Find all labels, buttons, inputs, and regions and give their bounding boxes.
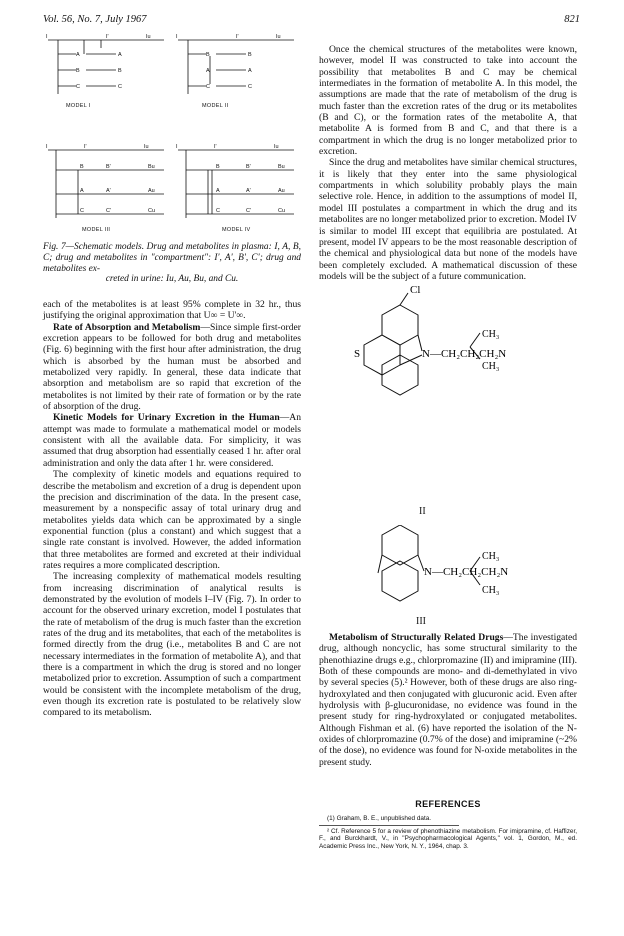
- left-column: [43, 299, 301, 719]
- svg-text:B: B: [206, 52, 210, 58]
- paragraph: [43, 322, 301, 413]
- paragraph: Once the chemical structures of the metabolites were known, however, model II was constructed to take into account the possibility that metabolites B and C may be chemical intermediates in the formation of metabolite A. In this model, the assumptions are made that the rate of metabolism of the drug is much faster than the excretion rates of the drug or its metabolites (B and C), or the formation rates of the metabolite A, that metabolite A is formed from B and C, and that there is a compartment in which the drug is no longer metabolized prior to excretion.: [319, 44, 577, 158]
- references-list: [319, 815, 577, 852]
- struct-text: N—CH₂CH₂CH₂N: [424, 566, 509, 578]
- svg-text:Iu: Iu: [274, 144, 279, 150]
- svg-text:Bu: Bu: [278, 164, 285, 170]
- paragraph: The increasing complexity of mathematical models resulting from increasing discrimination of analytical results is demonstrated by the evolution of models I–IV (Fig. 7). In order to account for the observed urinary excretion, model I postulates that the rate of metabolism of the drug is much faster than the excretion rates of the drug and its metabolites, that each of the metabolites is formed directly from the drug (i.e., metabolites B and C are not necessary intermediates in the formation of metabolite A), and that there is a compartment in which the drug is stored and no longer metabolized prior to excretion. Assumption of such a compartment would be consistent with the incomplete metabolism of the drug, even though its excretion rate is postulated to be relatively slow compared to its metabolism.: [43, 571, 301, 719]
- svg-text:C': C': [106, 208, 112, 214]
- svg-text:Iu: Iu: [146, 34, 151, 40]
- struct-text: CH₃: [482, 329, 500, 340]
- svg-text:A': A': [106, 188, 111, 194]
- svg-text:B: B: [118, 68, 122, 74]
- model-label: MODEL IV: [222, 227, 251, 233]
- svg-text:C: C: [80, 208, 84, 214]
- model-label: MODEL II: [202, 103, 229, 109]
- svg-text:Bu: Bu: [148, 164, 155, 170]
- struct-text: Cl: [410, 285, 421, 296]
- svg-text:B: B: [216, 164, 220, 170]
- svg-text:B: B: [248, 52, 252, 58]
- svg-text:A: A: [206, 68, 210, 74]
- svg-text:I': I': [106, 34, 109, 40]
- svg-text:A': A': [246, 188, 251, 194]
- model-iii-diagram: [46, 140, 166, 225]
- svg-text:Au: Au: [278, 188, 285, 194]
- svg-text:A: A: [248, 68, 252, 74]
- paragraph: each of the metabolites is at least 95% complete in 32 hr., thus justifying the original approximation that U∞ = U'∞.: [43, 299, 301, 322]
- paragraph: Since the drug and metabolites have similar chemical structures, it is likely that they enter into the same physiological compartments in which solubility probably plays the main selective role. Hence, in addition to the assumptions of model II, model III postulates a compartment in which the drug and its metabolites are no longer metabolized prior to excretion. Model IV is similar to model III except that equilibria are postulated. At present, model IV appears to be the most reasonable description of the chemical and physiological data but none of the models have been completely excluded. A mathematical discussion of these models will be the subject of a future communication.: [319, 157, 577, 282]
- svg-text:A: A: [76, 52, 80, 58]
- structure-chlorpromazine: [340, 285, 570, 405]
- svg-text:A: A: [80, 188, 84, 194]
- svg-text:A: A: [216, 188, 220, 194]
- struct-text: N—CH₂CH₂CH₂N: [422, 348, 507, 360]
- reference-item: (1) Graham, B. E., unpublished data.: [327, 815, 432, 822]
- svg-text:Iu: Iu: [276, 34, 281, 40]
- footnote: ² Cf. Reference 5 for a review of phenothiazine metabolism. For imipramine, cf. Haffizer, F., and Burckhardt, V., in "Psychopharmacological Agents," vol. 1, Gordon, M., ed. Academic Press Inc., New York, N. Y., 1964, chap. 3.: [319, 827, 577, 850]
- references-heading: REFERENCES: [415, 799, 481, 809]
- figure-caption: [43, 242, 301, 285]
- paragraph: The complexity of kinetic models and equations required to describe the metabolism and excretion of a drug is dependent upon the precision and discrimination of the data. In the present case, measurement by a nonspecific assay of total urinary drug and metabolites yields data which can be approximated by a single exponential function (plus a constant) and which suggest that a single rate constant is involved. However, the added information that three metabolites are formed and excreted at their individual rates requires a more complicated description.: [43, 469, 301, 571]
- paragraph: [43, 412, 301, 469]
- struct-text: CH₃: [482, 585, 500, 596]
- svg-text:C: C: [206, 84, 210, 90]
- footnote-rule: [319, 825, 459, 826]
- section-heading: Metabolism of Structurally Related Drugs: [329, 632, 504, 643]
- svg-text:Cu: Cu: [278, 208, 286, 214]
- paragraph-text: —An attempt was made to formulate a mathematical model or models consistent with all the available data. For simplicity, it was assumed that drug absorption had essentially ceased 1 hr. after oral administration and only the data after 1 hr. were considered.: [43, 412, 301, 469]
- svg-text:C: C: [248, 84, 252, 90]
- structure-label: II: [419, 506, 426, 517]
- right-column-top: [319, 44, 577, 282]
- section-heading: Kinetic Models for Urinary Excretion in the Human: [53, 412, 280, 424]
- page-number: 821: [564, 14, 580, 25]
- struct-text: S: [354, 348, 361, 360]
- model-ii-diagram: [176, 34, 296, 104]
- section-heading: Rate of Absorption and Metabolism: [53, 321, 201, 333]
- svg-text:I': I': [214, 144, 217, 150]
- svg-text:Iu: Iu: [144, 144, 149, 150]
- svg-text:Cu: Cu: [148, 208, 156, 214]
- svg-text:I: I: [46, 144, 48, 150]
- caption-line: Fig. 7—Schematic models. Drug and metabolites in plasma: I, A, B, C; drug and metabolites in "compartment": I', A', B', C'; drug and metabolites ex-: [43, 242, 301, 274]
- right-column-bottom: [319, 632, 577, 768]
- model-i-diagram: [46, 34, 166, 104]
- svg-text:A: A: [118, 52, 122, 58]
- svg-text:I: I: [176, 34, 178, 40]
- paragraph-text: —The investigated drug, although noncyclic, has some structural similarity to the phenothiazine drugs e.g., chlorpromazine (II) and imipramine (III). Both of these compounds are mono- and di-demethylated in vivo by several species (5).² However, both of these drugs are also ring-hydroxylated and then conjugated with glucuronic acid. Even after hydrolysis with β-glucuronidase, no evidence was found in the present study for ring-hydroxylated or conjugated metabolites. Although Fishman et al. (6) have reported the isolation of the N-oxides of chlorpromazine (0.7% of the dose) and imipramine (~2% of the dose), no evidence was found for N-oxide metabolites in the present study.: [319, 632, 578, 768]
- svg-text:B: B: [76, 68, 80, 74]
- svg-text:Au: Au: [148, 188, 155, 194]
- svg-text:C': C': [246, 208, 252, 214]
- model-label: MODEL I: [66, 103, 91, 109]
- struct-text: CH₃: [482, 361, 500, 372]
- svg-text:B': B': [246, 164, 251, 170]
- svg-text:I': I': [84, 144, 87, 150]
- model-label: MODEL III: [82, 227, 111, 233]
- svg-text:B: B: [80, 164, 84, 170]
- model-iv-diagram: [176, 140, 296, 225]
- struct-text: CH₃: [482, 551, 500, 562]
- svg-text:B': B': [106, 164, 111, 170]
- paragraph: [319, 632, 577, 768]
- svg-text:C: C: [76, 84, 80, 90]
- running-header: Vol. 56, No. 7, July 1967: [43, 14, 147, 25]
- svg-text:I: I: [46, 34, 48, 40]
- svg-text:C: C: [118, 84, 122, 90]
- caption-line: creted in urine: Iu, Au, Bu, and Cu.: [105, 274, 239, 285]
- structure-imipramine: [340, 525, 570, 605]
- svg-text:I': I': [236, 34, 239, 40]
- svg-text:I: I: [176, 144, 178, 150]
- paragraph-text: —Since simple first-order excretion appears to be followed for both drug and metabolites (Fig. 6) beginning with the first hour after administration, the drug which is absorbed by the human must be absorbed and metabolized very rapidly. In general, these data indicate that absorption and metabolism are so rapid that excretion of the metabolites is not limited by their rate of formation or by the rate of absorption of the drug.: [43, 321, 301, 413]
- svg-text:C: C: [216, 208, 220, 214]
- structure-label: III: [416, 616, 426, 627]
